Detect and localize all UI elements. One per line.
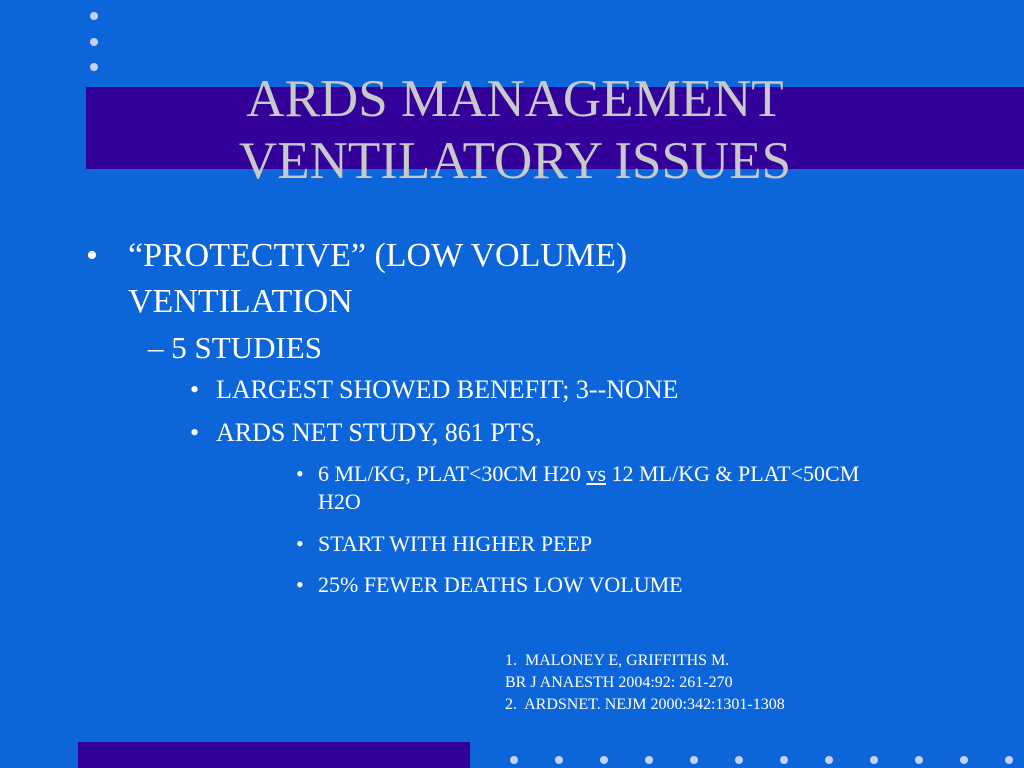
bullet-level-3 xyxy=(190,375,678,405)
decor-dot xyxy=(735,756,743,764)
reference-line: BR J ANAESTH 2004:92: 261-270 xyxy=(505,674,733,691)
bullet-marker: • xyxy=(296,461,304,486)
reference-line: 2. ARDSNET. NEJM 2000:342:1301-1308 xyxy=(505,696,785,713)
bottom-band xyxy=(78,742,470,768)
bullet-text: ARDS NET STUDY, 861 PTS, xyxy=(216,418,542,447)
decor-dot xyxy=(1005,756,1013,764)
reference-line: 1. MALONEY E, GRIFFITHS M. xyxy=(505,652,730,669)
decor-dot xyxy=(780,756,788,764)
bullet-level-4 xyxy=(296,571,896,599)
text-segment: 6 ML/KG, PLAT<30CM H20 xyxy=(318,461,587,486)
decor-dot xyxy=(600,756,608,764)
title-line-2: VENTILATORY ISSUES xyxy=(238,132,792,190)
bullet-marker: • xyxy=(296,572,304,597)
bullet-marker: • xyxy=(190,418,200,447)
text-segment: 12 ML/KG & PLAT<50CM H2O xyxy=(318,461,860,514)
decor-dot xyxy=(690,756,698,764)
decor-dot xyxy=(960,756,968,764)
bullet-text: START WITH HIGHER PEEP xyxy=(318,531,593,556)
bullet-text xyxy=(318,460,896,516)
bullet-level-1 xyxy=(86,233,846,325)
bullet-marker: • xyxy=(86,237,98,274)
bullet-level-3 xyxy=(190,418,542,448)
bullet-marker: • xyxy=(296,531,304,556)
bullet-text: 25% FEWER DEATHS LOW VOLUME xyxy=(318,572,683,597)
decor-dot xyxy=(510,756,518,764)
bullet-level-4 xyxy=(296,460,896,516)
references xyxy=(505,650,785,716)
decor-dot xyxy=(825,756,833,764)
bullet-text: LARGEST SHOWED BENEFIT; 3--NONE xyxy=(216,375,679,404)
decor-dot xyxy=(870,756,878,764)
bullet-level-4 xyxy=(296,530,896,558)
bullet-text: “PROTECTIVE” (LOW VOLUME) VENTILATION xyxy=(128,237,628,320)
decor-dot xyxy=(555,756,563,764)
slide-title xyxy=(100,68,930,192)
decor-dot xyxy=(90,12,98,20)
decor-dot xyxy=(90,63,98,71)
decor-dot xyxy=(645,756,653,764)
bullet-level-2: – 5 STUDIES xyxy=(148,330,322,365)
underlined-vs: vs xyxy=(586,461,607,486)
decor-dot xyxy=(90,38,98,46)
title-line-1: ARDS MANAGEMENT xyxy=(246,70,784,128)
bullet-marker: • xyxy=(190,375,200,404)
decor-dot xyxy=(915,756,923,764)
